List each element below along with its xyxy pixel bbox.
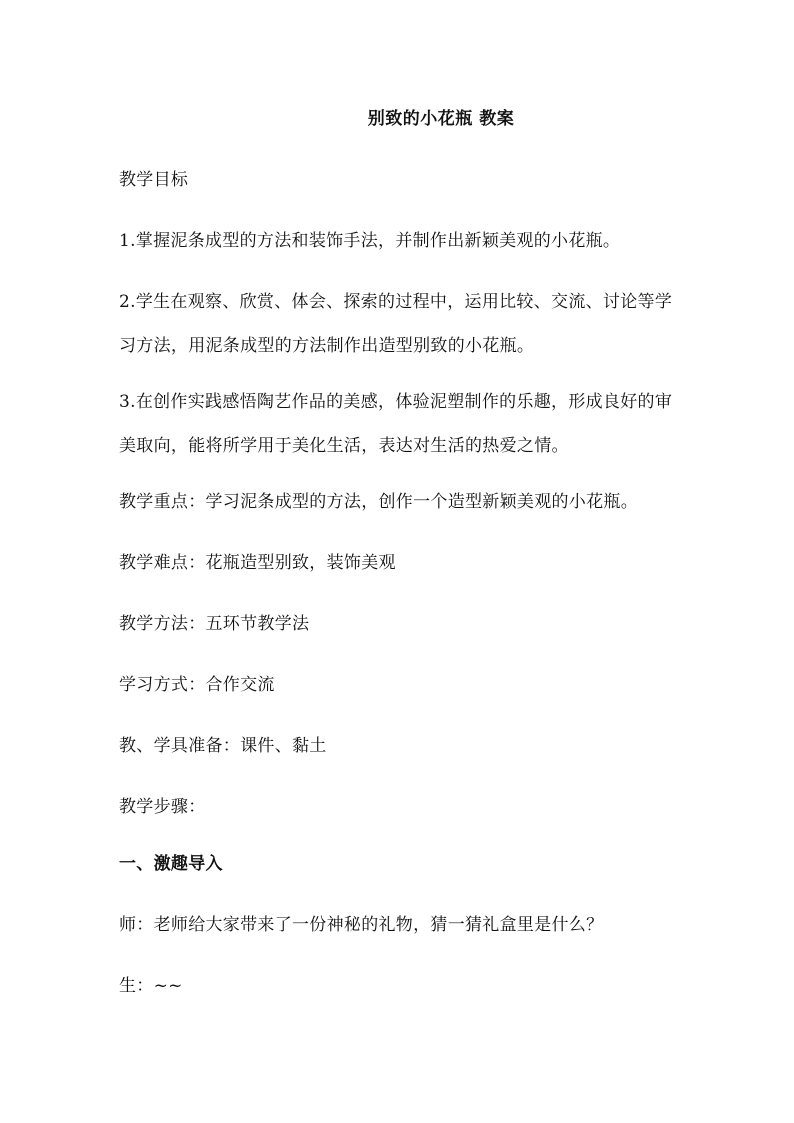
student-line: 生：~~ — [119, 976, 183, 996]
teacher-line: 师：老师给大家带来了一份神秘的礼物，猜一猜礼盒里是什么？ — [119, 915, 604, 935]
learning-mode: 学习方式：合作交流 — [119, 675, 275, 695]
objective-2: 2.学生在观察、欣赏、体会、探索的过程中，运用比较、交流、讨论等学习方法，用泥条成型的方法制作出造型别致的小花瓶。 — [119, 292, 673, 356]
objective-1: 1.掌握泥条成型的方法和装饰手法，并制作出新颖美观的小花瓶。 — [119, 231, 621, 251]
objective-3: 3.在创作实践感悟陶艺作品的美感，体验泥塑制作的乐趣，形成良好的审美取向，能将所学用于美化生活，表达对生活的热爱之情。 — [119, 392, 673, 456]
teaching-method: 教学方法：五环节教学法 — [119, 614, 310, 634]
document-title: 别致的小花瓶 教案 — [367, 109, 515, 129]
step-1-heading: 一、激趣导入 — [119, 854, 223, 874]
section-heading-objectives: 教学目标 — [119, 170, 189, 190]
teaching-key-point: 教学重点：学习泥条成型的方法，创作一个造型新颖美观的小花瓶。 — [119, 492, 638, 512]
materials-preparation: 教、学具准备：课件、黏土 — [119, 736, 327, 756]
teaching-steps-heading: 教学步骤： — [119, 797, 206, 817]
teaching-difficulty: 教学难点：花瓶造型别致，装饰美观 — [119, 553, 396, 573]
